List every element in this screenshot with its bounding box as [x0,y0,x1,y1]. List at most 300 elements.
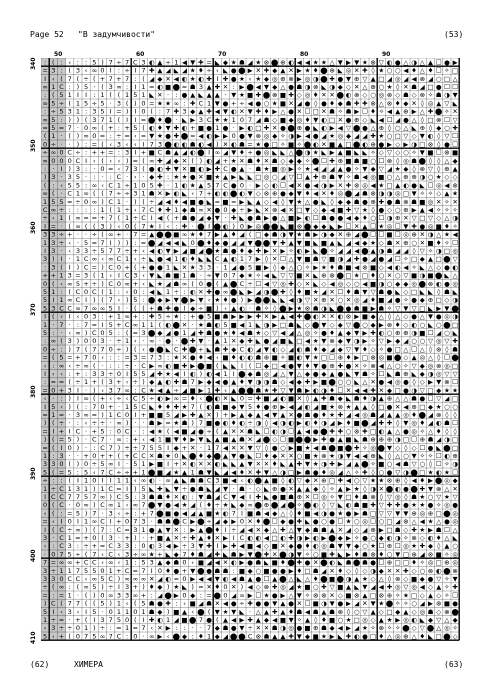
svg-text:∞: ∞ [75,214,81,223]
svg-text:◢: ◢ [239,230,245,239]
svg-text:∞: ∞ [99,632,106,641]
svg-text:=: = [99,542,106,551]
svg-text:✕: ✕ [321,107,327,116]
svg-text:·: · [232,484,235,493]
svg-text:▶: ▶ [165,189,171,198]
svg-text:=: = [132,566,139,575]
svg-text:◀: ◀ [231,476,237,485]
svg-text:÷: ÷ [124,361,130,370]
svg-text:÷: ÷ [132,550,139,559]
svg-text:◎: ◎ [444,624,450,633]
svg-text:5: 5 [100,107,105,116]
svg-text:⊕: ⊕ [296,123,303,132]
svg-text:◇: ◇ [378,148,384,157]
svg-text:●: ● [255,599,262,608]
svg-text:●: ● [411,296,417,305]
svg-text:0: 0 [51,386,56,395]
svg-text:✧: ✧ [403,533,409,542]
svg-text:✚: ✚ [378,197,385,206]
svg-text:◣: ◣ [239,173,245,182]
svg-text:◆: ◆ [354,214,360,223]
svg-text:◢: ◢ [370,583,376,592]
svg-text:✕: ✕ [247,517,253,526]
svg-text:▶: ▶ [452,58,458,67]
svg-text:·: · [126,173,129,182]
svg-text:●: ● [198,312,204,321]
svg-text:✚: ✚ [189,533,196,542]
svg-text:⬤: ⬤ [353,140,361,149]
svg-text:‹: ‹ [60,312,63,321]
svg-text:÷: ÷ [173,386,180,395]
svg-text:✚: ✚ [189,410,196,419]
svg-text:☗: ☗ [238,435,245,444]
svg-text:+: + [140,509,147,518]
svg-text:⬤: ⬤ [197,566,205,575]
svg-text:÷: ÷ [50,566,57,575]
svg-text:✕: ✕ [157,189,163,198]
svg-text:△: △ [411,115,417,124]
svg-text:●: ● [189,484,196,493]
svg-text:◐: ◐ [222,222,229,231]
svg-text:◑: ◑ [304,82,311,91]
svg-text:▼: ▼ [198,492,204,501]
svg-text:✕: ✕ [222,558,229,567]
svg-text:·: · [142,337,145,346]
svg-text:☗: ☗ [255,164,262,173]
svg-text:5: 5 [43,468,48,477]
svg-text:◢: ◢ [165,156,171,165]
svg-text:=: = [42,410,48,419]
svg-text:·: · [109,435,112,444]
svg-text:▽: ▽ [444,99,450,108]
svg-text:✕: ✕ [271,123,278,132]
svg-text:∞: ∞ [124,279,130,288]
svg-text:): ) [232,222,235,231]
svg-text:C: C [239,533,245,542]
svg-text:◣: ◣ [288,337,294,346]
svg-text:÷: ÷ [124,509,130,518]
svg-text:✚: ✚ [263,550,270,559]
page-ref-right: (53) [444,30,464,39]
svg-text:●: ● [271,214,278,223]
svg-text:C: C [108,542,113,551]
svg-text:(: ( [84,345,88,354]
svg-text:□: □ [435,509,442,518]
svg-text:÷: ÷ [206,427,212,436]
svg-text:=: = [140,132,147,141]
svg-text:5: 5 [67,181,72,190]
svg-text:▲: ▲ [272,574,278,583]
svg-text::: : [93,91,96,100]
svg-text:3: 3 [133,353,138,362]
svg-text:⊗: ⊗ [337,607,344,616]
svg-text:◀: ◀ [231,468,237,477]
svg-text:☗: ☗ [361,435,368,444]
svg-text:◢: ◢ [190,501,196,510]
svg-text:◊: ◊ [404,476,408,485]
svg-text:·: · [85,435,88,444]
svg-text:◊: ◊ [289,287,293,296]
svg-text:●: ● [239,451,245,460]
svg-text:1: 1 [108,287,113,296]
svg-text:I: I [93,615,96,624]
svg-text:★: ★ [402,591,409,600]
svg-text:△: △ [444,156,450,165]
svg-text:·: · [109,99,112,108]
svg-text:✚: ✚ [345,181,352,190]
svg-text:◀: ◀ [288,402,294,411]
svg-text:■: ■ [263,394,270,403]
svg-text:◑: ◑ [329,82,335,91]
svg-text:△: △ [280,509,286,518]
svg-text:☗: ☗ [411,197,418,206]
svg-text:▶: ▶ [411,205,417,214]
svg-text:◑: ◑ [280,468,286,477]
svg-text:·: · [224,91,227,100]
svg-text:□: □ [435,296,442,305]
svg-text:3: 3 [133,164,138,173]
svg-text:▼: ▼ [264,82,269,91]
svg-text:3: 3 [108,82,113,91]
svg-text:1: 1 [100,205,105,214]
svg-text:♦: ♦ [443,222,450,231]
svg-text:☗: ☗ [263,632,270,641]
svg-text:◆: ◆ [272,66,278,75]
svg-text:◢: ◢ [419,599,425,608]
svg-text:▽: ▽ [436,574,442,583]
svg-text:◢: ◢ [346,460,351,469]
svg-text:✧: ✧ [353,468,360,477]
svg-text:✚: ✚ [157,484,163,493]
svg-text:★: ★ [222,115,229,124]
svg-text:◐: ◐ [304,402,311,411]
svg-text:◐: ◐ [148,123,155,132]
page-ref-left: (62) [30,660,50,669]
svg-text:○: ○ [271,173,278,182]
svg-text:3: 3 [75,410,80,419]
svg-text:★: ★ [230,156,237,165]
svg-text:◊: ◊ [363,484,367,493]
svg-text:): ) [109,599,112,608]
svg-text:▶: ▶ [190,296,196,305]
svg-text:◑: ◑ [337,451,344,460]
svg-text:●: ● [378,255,385,264]
svg-text:✧: ✧ [337,107,344,116]
svg-text:⊕: ⊕ [329,66,335,75]
svg-text:3: 3 [67,337,72,346]
svg-text:✚: ✚ [255,394,262,403]
svg-text:÷: ÷ [214,501,221,510]
svg-text:): ) [84,328,88,337]
svg-text:): ) [76,337,80,346]
svg-text:): ) [101,279,104,288]
svg-text:‹: ‹ [101,550,104,559]
svg-text:3: 3 [92,107,97,116]
svg-text:★: ★ [165,369,172,378]
svg-text:◆: ◆ [149,173,155,182]
svg-text:●: ● [337,214,344,223]
svg-text:●: ● [239,263,245,272]
svg-text:◢: ◢ [255,435,261,444]
svg-text:1: 1 [100,484,105,493]
svg-text:÷: ÷ [116,394,122,403]
svg-text:★: ★ [320,263,327,272]
svg-text:I: I [216,542,219,551]
svg-text:C: C [67,574,72,583]
svg-text:(: ( [134,263,137,272]
svg-text:‹: ‹ [92,468,96,477]
svg-text:☐: ☐ [435,66,442,75]
svg-text:◐: ◐ [247,476,253,485]
svg-text:1: 1 [166,287,171,296]
svg-text:7: 7 [108,246,113,255]
svg-text:✕: ✕ [403,82,409,91]
svg-text:C: C [75,574,81,583]
svg-text:0: 0 [75,632,80,641]
svg-text:♦: ♦ [329,263,336,272]
svg-text:☐: ☐ [279,435,286,444]
svg-text:7: 7 [182,550,187,559]
svg-text:3: 3 [43,460,48,469]
svg-text:□: □ [255,123,262,132]
svg-text:◢: ◢ [354,599,360,608]
svg-text:): ) [93,484,96,493]
svg-text:): ) [109,492,112,501]
svg-text:✧: ✧ [452,205,458,214]
svg-text:÷: ÷ [50,615,57,624]
svg-text:△: △ [452,271,458,280]
svg-text:∞: ∞ [116,82,122,91]
svg-text:⊕: ⊕ [345,230,352,239]
svg-text:◎: ◎ [362,410,368,419]
svg-text:‹: ‹ [125,394,129,403]
svg-text:✚: ✚ [403,566,409,575]
svg-text:●: ● [288,361,294,370]
svg-text:■: ■ [247,509,254,518]
svg-text:C: C [116,255,122,264]
svg-text:7: 7 [198,615,203,624]
svg-text:■: ■ [165,82,172,91]
svg-text:◀: ◀ [173,427,179,436]
svg-text:✕: ✕ [206,205,212,214]
svg-text:✕: ✕ [181,263,188,272]
svg-text:‹: ‹ [125,140,129,149]
svg-text:◑: ◑ [370,394,376,403]
svg-text:⬤: ⬤ [197,361,205,370]
svg-text:C: C [182,517,187,526]
svg-text:✕: ✕ [263,460,270,469]
svg-text:3: 3 [207,263,212,272]
svg-text:=: = [91,238,98,247]
svg-text:✧: ✧ [427,189,434,198]
svg-text:▽: ▽ [387,492,392,501]
svg-text:☗: ☗ [427,435,434,444]
svg-text:◐: ◐ [345,91,352,100]
svg-text:■: ■ [206,173,213,182]
svg-text:): ) [142,583,145,592]
svg-text:★: ★ [378,181,385,190]
svg-text:0: 0 [223,271,228,280]
svg-text:I: I [142,140,145,149]
svg-text:⬤: ⬤ [238,369,246,378]
svg-text:◑: ◑ [312,74,319,83]
svg-text:◣: ◣ [149,255,155,264]
svg-text:): ) [109,222,112,231]
svg-text:●: ● [230,74,237,83]
svg-text:★: ★ [255,140,262,149]
svg-text:◆: ◆ [239,501,245,510]
svg-text:◢: ◢ [378,410,384,419]
svg-text:·: · [60,222,63,231]
svg-text:1: 1 [215,123,220,132]
svg-text:♦: ♦ [419,419,426,428]
svg-text:7: 7 [116,386,121,395]
svg-text:▼: ▼ [337,58,343,67]
svg-text:·: · [60,173,63,182]
svg-text:▼: ▼ [452,91,458,100]
svg-text:÷: ÷ [124,246,130,255]
svg-text:⊗: ⊗ [370,492,376,501]
svg-text:1: 1 [182,271,187,280]
svg-text:=: = [75,533,81,542]
svg-text:◆: ◆ [321,369,327,378]
svg-text:●: ● [296,542,303,551]
svg-text:◆: ◆ [272,509,278,518]
svg-text:★: ★ [263,591,270,600]
svg-text:▽: ▽ [378,337,384,346]
svg-text:⬤: ⬤ [230,287,238,296]
svg-text::: : [43,164,47,173]
svg-text:◆: ◆ [362,238,368,247]
svg-text:1: 1 [43,484,48,493]
svg-text:◇: ◇ [411,566,417,575]
svg-text:◣: ◣ [182,189,187,198]
svg-text::: : [183,624,186,633]
svg-text:(: ( [125,328,129,337]
svg-text:7: 7 [67,492,72,501]
svg-text:◑: ◑ [394,533,401,542]
svg-text:☗: ☗ [296,386,303,395]
svg-text:∞: ∞ [42,156,48,165]
svg-text:▼: ▼ [247,550,253,559]
svg-text:+: + [181,566,188,575]
svg-text:◎: ◎ [263,148,270,157]
svg-text:C: C [67,304,72,313]
svg-text:★: ★ [370,476,377,485]
svg-text:✕: ✕ [263,624,270,633]
svg-text:◆: ◆ [403,164,409,173]
svg-text:▶: ▶ [296,214,302,223]
svg-text:0: 0 [84,123,89,132]
svg-text:□: □ [345,492,352,501]
svg-text:▶: ▶ [337,460,343,469]
svg-text:●: ● [444,263,450,272]
svg-text:(: ( [199,501,203,510]
svg-text:◐: ◐ [222,189,229,198]
svg-text:∞: ∞ [83,132,89,141]
svg-text:☗: ☗ [206,492,213,501]
svg-text:◇: ◇ [411,132,417,141]
svg-text:●: ● [386,197,393,206]
svg-text:I: I [44,222,47,231]
svg-text:▶: ▶ [428,599,433,608]
svg-text:·: · [76,238,79,247]
svg-text:◀: ◀ [288,181,294,190]
svg-text:(: ( [52,501,55,510]
svg-text:3: 3 [133,189,138,198]
svg-text:▲: ▲ [206,91,212,100]
svg-text:‹: ‹ [133,205,137,214]
svg-text:·: · [85,386,88,395]
svg-text:·: · [126,230,129,239]
svg-text:◐: ◐ [181,181,188,190]
svg-text:(: ( [216,615,219,624]
svg-text:☐: ☐ [361,107,368,116]
svg-text:□: □ [329,115,336,124]
svg-text:✚: ✚ [337,476,344,485]
svg-text:☗: ☗ [296,82,303,91]
svg-text:✚: ✚ [321,435,327,444]
svg-text:✕: ✕ [181,320,188,329]
svg-text:◐: ◐ [157,246,163,255]
svg-text:✕: ✕ [288,484,294,493]
svg-text:◣: ◣ [411,123,417,132]
svg-text:◣: ◣ [337,550,343,559]
svg-text:5: 5 [92,566,97,575]
svg-text:✕: ✕ [386,271,393,280]
svg-text:3: 3 [182,107,187,116]
svg-text:✧: ✧ [288,246,294,255]
svg-text:▼: ▼ [436,378,442,387]
svg-text:▶: ▶ [247,287,253,296]
svg-text:⬤: ⬤ [361,460,369,469]
svg-text:♦: ♦ [165,402,172,411]
svg-text:7: 7 [108,214,113,223]
svg-text:■: ■ [279,99,286,108]
svg-text:●: ● [288,599,294,608]
svg-text:▽: ▽ [321,255,327,264]
svg-text:▶: ▶ [354,509,360,518]
svg-text:●: ● [214,287,221,296]
svg-text:▽: ▽ [280,386,286,395]
svg-text:3: 3 [133,271,138,280]
svg-text:▶: ▶ [223,132,228,141]
col-number-80: 80 [300,51,309,58]
svg-text:△: △ [255,607,261,616]
svg-text:✧: ✧ [280,353,286,362]
svg-text:3: 3 [125,583,130,592]
svg-text:+: + [247,148,253,157]
svg-text:◢: ◢ [247,58,253,67]
svg-text:0: 0 [100,402,105,411]
svg-text:☗: ☗ [189,140,196,149]
svg-text:◐: ◐ [435,468,442,477]
svg-text:◇: ◇ [370,345,376,354]
svg-text:◐: ◐ [198,74,204,83]
svg-text:∞: ∞ [148,337,155,346]
svg-text:⊗: ⊗ [370,189,376,198]
svg-text:✕: ✕ [353,361,360,370]
svg-text:I: I [44,402,47,411]
svg-text:☗: ☗ [386,246,393,255]
svg-text:‹: ‹ [60,402,63,411]
row-number-370: 370 [30,303,37,316]
svg-text:◀: ◀ [305,607,310,616]
svg-text:(: ( [52,525,55,534]
svg-text:▲: ▲ [395,107,401,116]
svg-text:÷: ÷ [50,140,57,149]
svg-text:7: 7 [141,443,146,452]
